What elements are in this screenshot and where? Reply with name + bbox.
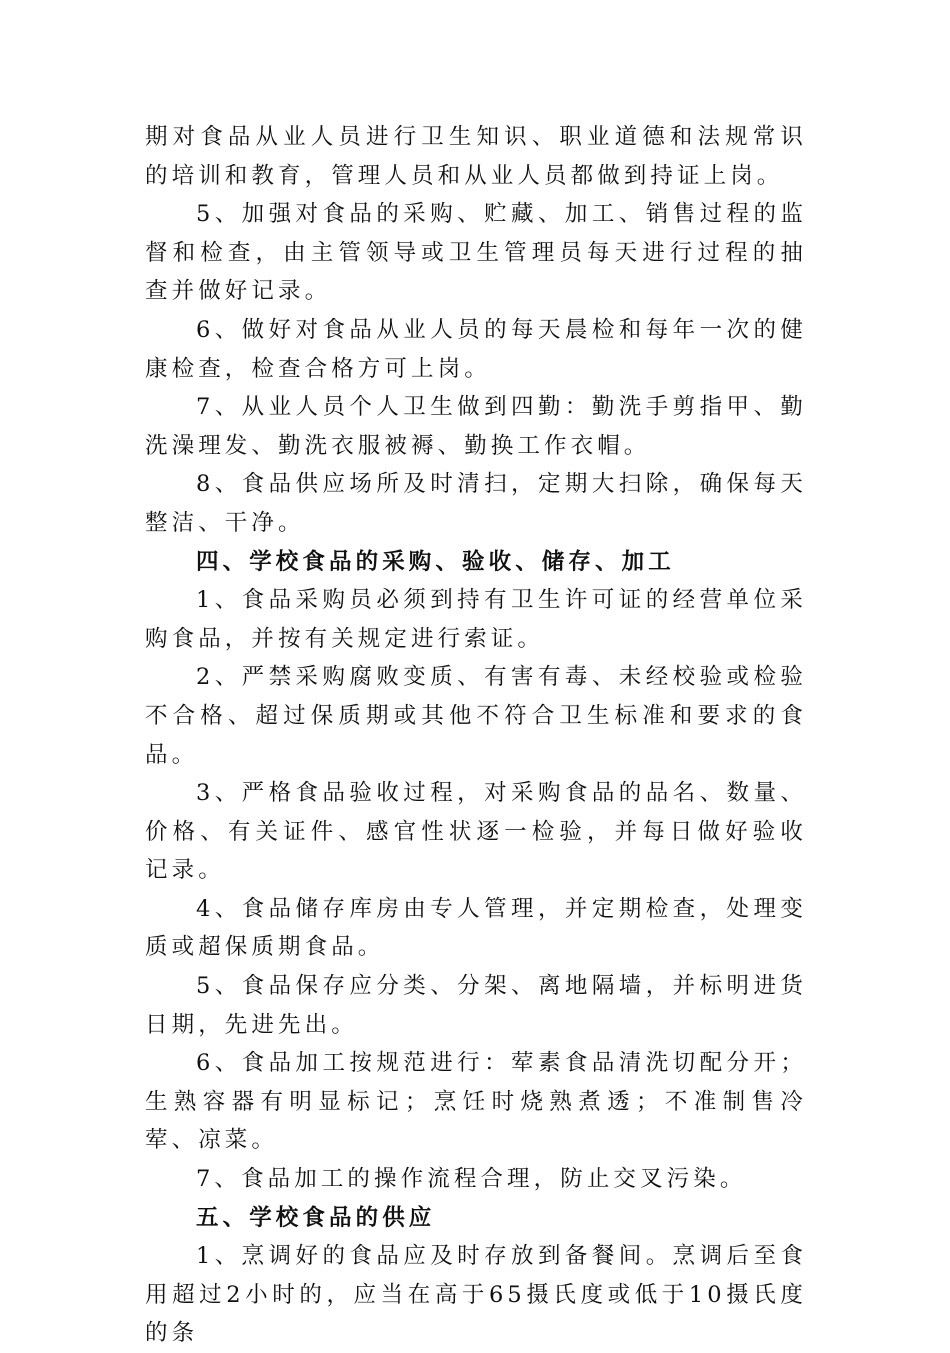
document-page	[145, 118, 807, 1353]
paragraph-item-7b: 7、食品加工的操作流程合理，防止交叉污染。	[196, 1166, 747, 1193]
section-heading-4: 四、学校食品的采购、验收、储存、加工	[196, 548, 675, 575]
paragraph-item-5: 5、加强对食品的采购、贮藏、加工、销售过程的监督和检查，由主管领导或卫生管理员每天进行过程的抽查并做好记录。	[145, 201, 807, 305]
paragraph-item-8: 8、食品供应场所及时清扫，定期大扫除，确保每天整洁、干净。	[145, 471, 807, 536]
paragraph-item-4: 4、食品储存库房由专人管理，并定期检查，处理变质或超保质期食品。	[145, 895, 807, 961]
paragraph-item-5b: 5、食品保存应分类、分架、离地隔墙，并标明进货日期，先进先出。	[145, 973, 807, 1038]
paragraph-item-1: 1、食品采购员必须到持有卫生许可证的经营单位采购食品，并按有关规定进行索证。	[145, 587, 807, 652]
paragraph-item-3: 3、严格食品验收过程，对采购食品的品名、数量、价格、有关证件、感官性状逐一检验，并每日做好验收记录。	[145, 780, 807, 884]
paragraph-item-7: 7、从业人员个人卫生做到四勤：勤洗手剪指甲、勤洗澡理发、勤洗衣服被褥、勤换工作衣帽。	[145, 394, 807, 459]
paragraph-item-1b: 1、烹调好的食品应及时存放到备餐间。烹调后至食用超过2小时的，应当在高于65摄氏度或低于10摄氏度的条	[145, 1243, 807, 1347]
section-heading-5: 五、学校食品的供应	[196, 1204, 436, 1231]
paragraph-continuation: 期对食品从业人员进行卫生知识、职业道德和法规常识的培训和教育，管理人员和从业人员都做到持证上岗。	[145, 124, 807, 189]
paragraph-item-2: 2、严禁采购腐败变质、有害有毒、未经校验或检验不合格、超过保质期或其他不符合卫生标准和要求的食品。	[145, 664, 807, 768]
paragraph-item-6: 6、做好对食品从业人员的每天晨检和每年一次的健康检查，检查合格方可上岗。	[145, 316, 807, 382]
paragraph-item-6b: 6、食品加工按规范进行：荤素食品清洗切配分开；生熟容器有明显标记；烹饪时烧熟煮透；不准制售冷荤、凉菜。	[145, 1050, 807, 1154]
